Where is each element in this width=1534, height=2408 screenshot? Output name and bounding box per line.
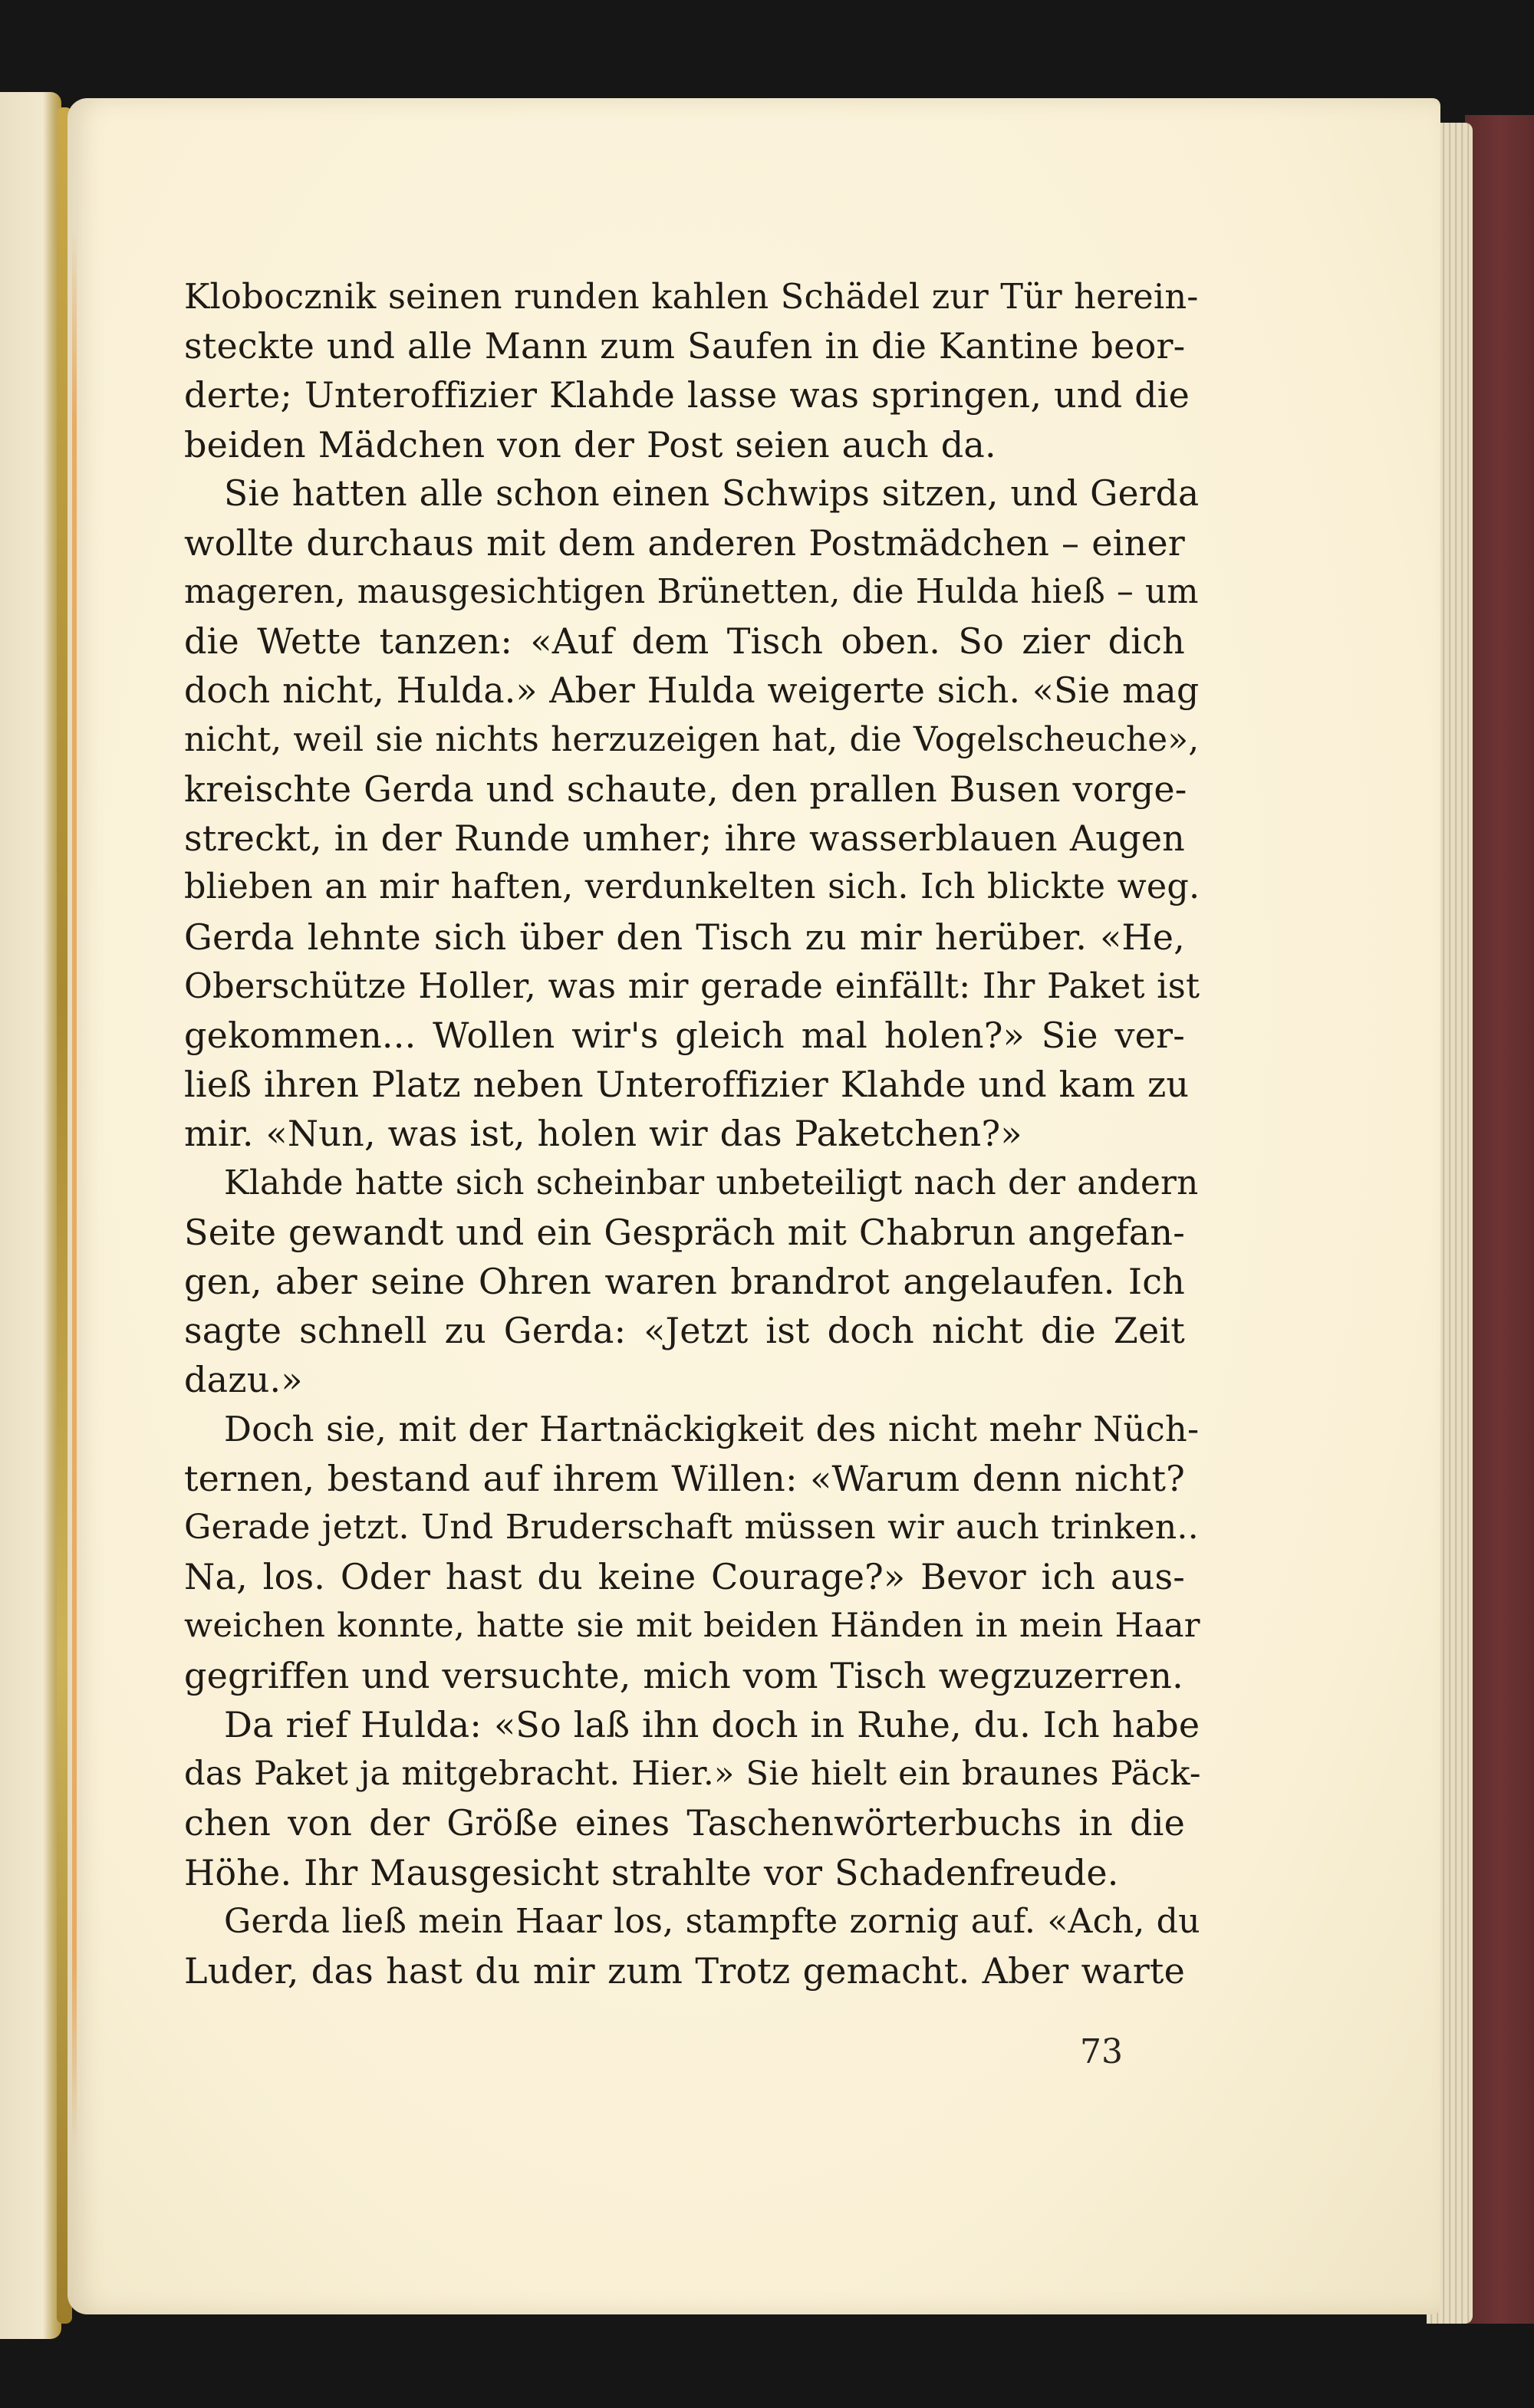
text-line: chen von der Größe eines Taschenwörterbuchs in die (184, 1802, 1185, 1844)
text-line: dazu.» (184, 1359, 303, 1401)
text-line: Luder, das hast du mir zum Trotz gemacht. Aber warte (184, 1949, 1185, 1992)
paragraph (184, 1159, 1199, 1405)
text-line: ließ ihren Platz neben Unteroffizier Klahde und kam zu (184, 1064, 1190, 1106)
text-line: gekommen... Wollen wir's gleich mal holen?» Sie ver- (184, 1015, 1185, 1057)
text-line: doch nicht, Hulda.» Aber Hulda weigerte sich. «Sie mag (184, 669, 1200, 711)
paragraph (184, 1405, 1200, 1700)
text-line: die Wette tanzen: «Auf dem Tisch oben. So zier dich (184, 620, 1185, 663)
text-line: mageren, mausgesichtigen Brünetten, die Hulda hieß – um (184, 573, 1199, 612)
paragraph (184, 1897, 1200, 1995)
text-line: derte; Unteroffizier Klahde lasse was springen, und die (184, 374, 1190, 416)
text-line: Klahde hatte sich scheinbar unbeteiligt nach der andern (224, 1163, 1199, 1202)
text-line: beiden Mädchen von der Post seien auch da. (184, 423, 996, 465)
paragraph (184, 1700, 1201, 1897)
text-line: ternen, bestand auf ihrem Willen: «Warum denn nicht? (184, 1457, 1185, 1499)
paragraph (184, 272, 1199, 469)
body-text (184, 272, 1201, 1995)
text-line: Na, los. Oder hast du keine Courage?» Bevor ich aus- (184, 1556, 1185, 1598)
facing-page-edge (0, 92, 61, 2339)
text-line: Gerda ließ mein Haar los, stampfte zornig auf. «Ach, du (224, 1901, 1200, 1941)
text-line: Oberschütze Holler, was mir gerade einfällt: Ihr Paket ist (184, 965, 1200, 1006)
text-line: Höhe. Ihr Mausgesicht strahlte vor Schadenfreude. (184, 1851, 1119, 1893)
page-number: 73 (1080, 2032, 1123, 2071)
text-line: blieben an mir haften, verdunkelten sich. Ich blickte weg. (184, 867, 1200, 907)
text-line: Gerda lehnte sich über den Tisch zu mir herüber. «He, (184, 916, 1185, 958)
paragraph (184, 469, 1200, 1159)
text-line: steckte und alle Mann zum Saufen in die Kantine beor- (184, 325, 1186, 367)
text-line: Sie hatten alle schon einen Schwips sitzen, und Gerda (224, 472, 1200, 514)
text-line: Da rief Hulda: «So laß ihn doch in Ruhe, du. Ich habe (224, 1703, 1200, 1745)
text-line: Gerade jetzt. Und Bruderschaft müssen wir auch trinken.. (184, 1508, 1199, 1548)
text-line: streckt, in der Runde umher; ihre wasserblauen Augen (184, 817, 1185, 860)
text-line: Seite gewandt und ein Gespräch mit Chabrun angefan- (184, 1211, 1185, 1253)
page-gutter-tint (72, 230, 77, 2147)
text-line: Doch sie, mit der Hartnäckigkeit des nicht mehr Nüch- (224, 1408, 1200, 1449)
text-line: gen, aber seine Ohren waren brandrot angelaufen. Ich (184, 1261, 1185, 1303)
text-line: sagte schnell zu Gerda: «Jetzt ist doch nicht die Zeit (184, 1310, 1185, 1352)
text-line: Klobocznik seinen runden kahlen Schädel zur Tür herein- (184, 277, 1199, 317)
text-line: mir. «Nun, was ist, holen wir das Paketchen?» (184, 1113, 1022, 1155)
text-line: weichen konnte, hatte sie mit beiden Händen in mein Haar (184, 1607, 1200, 1646)
book-cover-edge (1465, 115, 1534, 2324)
text-line: gegriffen und versuchte, mich vom Tisch wegzuzerren. (184, 1654, 1183, 1696)
text-line: nicht, weil sie nichts herzuzeigen hat, die Vogelscheuche», (184, 719, 1200, 759)
text-line: kreischte Gerda und schaute, den prallen Busen vorge- (184, 768, 1187, 811)
text-line: wollte durchaus mit dem anderen Postmädchen – einer (184, 522, 1185, 564)
text-line: das Paket ja mitgebracht. Hier.» Sie hielt ein braunes Päck- (184, 1755, 1201, 1794)
